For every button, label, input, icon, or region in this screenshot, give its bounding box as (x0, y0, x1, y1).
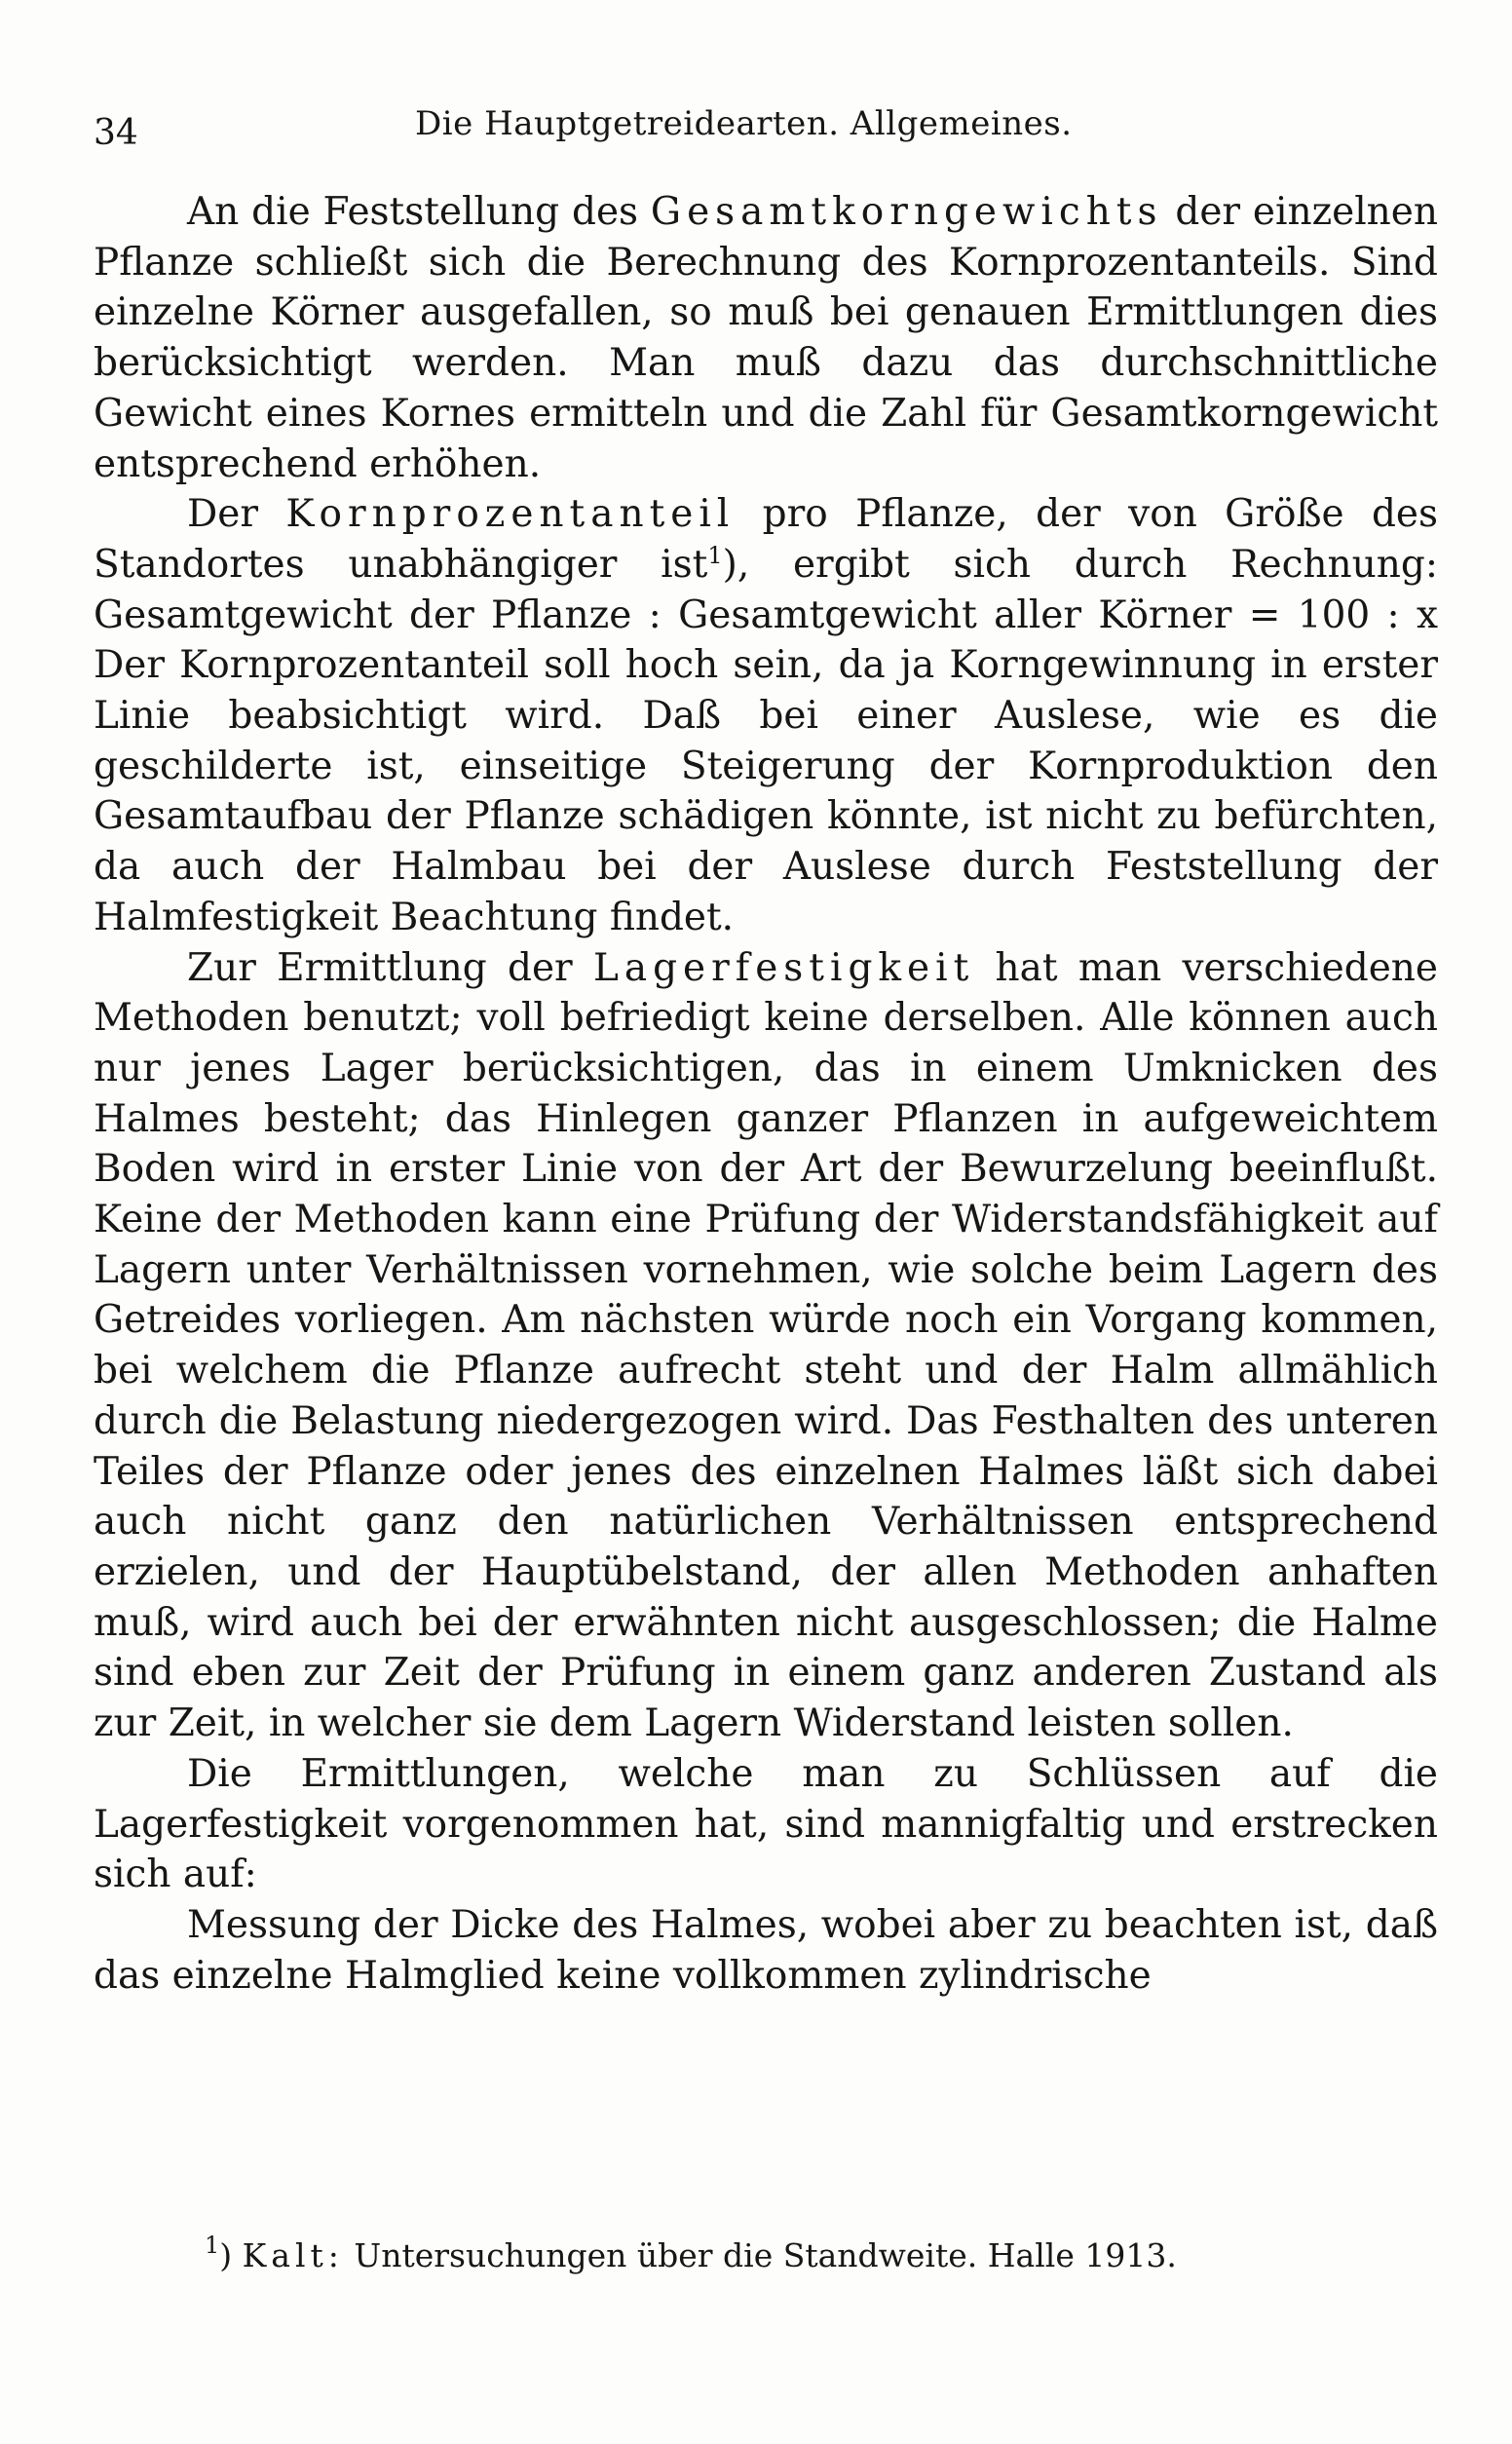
text-run: Zur Ermittlung der (187, 945, 593, 990)
spaced-term: Kornprozentanteil (285, 492, 736, 537)
text-run: hat man verschiedene Methoden benutzt; voll befriedigt keine derselben. Alle können auch nur jenes Lager berücksichtigen, das in einem Umknicken des Halmes besteht; das Hinlegen ganzer Pflanzen in aufgeweichtem Boden wird in erster Linie von der Art der Bewurzelung beeinflußt. Keine der Methoden kann eine Prüfung der Widerstandsfähigkeit auf Lagern unter Verhältnissen vornehmen, wie solche beim Lagern des Getreides vorliegen. Am nächsten würde noch ein Vorgang kommen, bei welchem die Pflanze aufrecht steht und der Halm allmählich durch die Belastung niedergezogen wird. Das Festhalten des unteren Teiles der Pflanze oder jenes des einzelnen Halmes läßt sich dabei auch nicht ganz den natürlichen Verhältnissen entsprechend erzielen, und der Hauptübelstand, der allen Methoden anhaften muß, wird auch bei der erwähnten nicht ausgeschlossen; die Halme sind eben zur Zeit der Prüfung in einem ganz anderen Zustand als zur Zeit, in welcher sie dem Lagern Widerstand leisten sollen. (94, 945, 1439, 1746)
body-text (94, 187, 1438, 2001)
text-run: Der (187, 492, 286, 537)
spaced-term: Lagerfestigkeit (592, 945, 975, 990)
footnote-marker: 1 (205, 2232, 220, 2259)
text-run: pro Pflanze, der von Größe des Standortes unabhängiger ist (94, 492, 1439, 587)
paragraph (94, 1749, 1438, 1900)
running-head (94, 99, 1438, 153)
spaced-term: Gesamtkorngewichts (650, 190, 1163, 234)
text-run: Messung der Dicke des Halmes, wobei aber zu beachten ist, daß das einzelne Halmglied keine vollkommen zylindrische (94, 1902, 1438, 1998)
paragraph (94, 489, 1438, 942)
paragraph (94, 943, 1438, 1749)
paragraph (94, 187, 1438, 489)
footnote-paren: ) (219, 2236, 233, 2274)
footnote-author: Kalt: (242, 2236, 344, 2274)
footnote-text: Untersuchungen über die Standweite. Halle 1913. (343, 2236, 1177, 2274)
page-number: 34 (94, 113, 138, 153)
text-run: An die Feststellung des (187, 190, 651, 234)
footnote-reference: 1 (707, 541, 723, 569)
text-run: der einzelnen Pflanze schließt sich die Berechnung des Kornprozentanteils. Sind einzelne Körner ausgefallen, so muß bei genauen Ermittlungen dies berücksichtigt werden. Man muß dazu das durchschnittliche Gewicht eines Kornes ermitteln und die Zahl für Gesamtkorngewicht entsprechend erhöhen. (94, 190, 1438, 486)
text-run: ), ergibt sich durch Rechnung: Gesamtgewicht der Pflanze : Gesamtgewicht aller Körner = 100 : x Der Kornprozentanteil soll hoch sein, da ja Korngewinnung in erster Linie beabsichtigt wird. Daß bei einer Auslese, wie es die geschilderte ist, einseitige Steigerung der Kornproduktion den Gesamtaufbau der Pflanze schädigen könnte, ist nicht zu befürchten, da auch der Halmbau bei der Auslese durch Feststellung der Halmfestigkeit Beachtung findet. (94, 542, 1438, 939)
text-run: Die Ermittlungen, welche man zu Schlüssen auf die Lagerfestigkeit vorgenommen hat, sind mannigfaltig und erstrecken sich auf: (94, 1751, 1438, 1897)
running-title: Die Hauptgetreidearten. Allgemeines. (415, 104, 1073, 143)
paragraph (94, 1900, 1438, 2001)
footnote (205, 2234, 1374, 2278)
